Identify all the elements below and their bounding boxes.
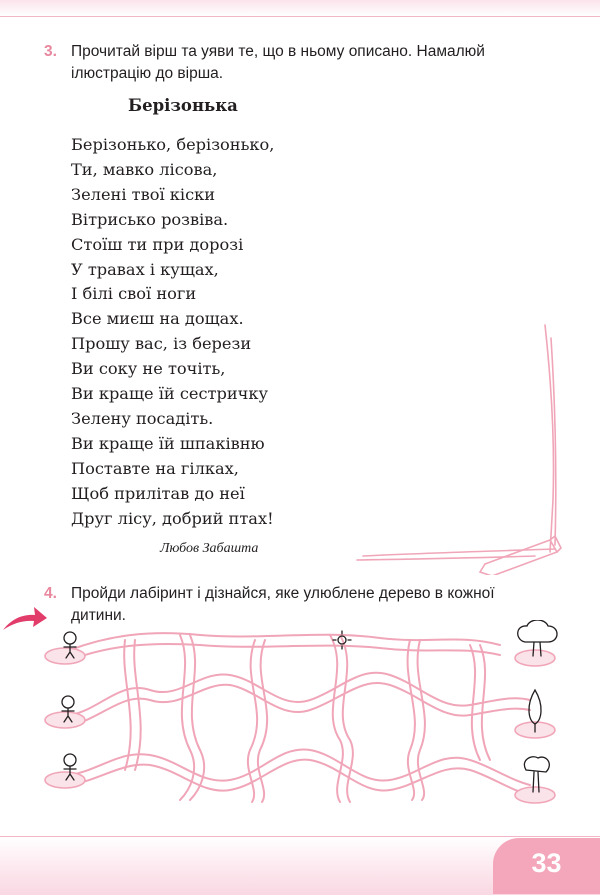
pencil-drawing-icon — [355, 320, 590, 575]
task-4-instruction: Пройди лабіринт і дізнайся, яке улюблене дерево в кожної дитини. — [71, 585, 495, 624]
poem-line: Все миєш на дощах. — [71, 309, 244, 329]
poem-line: Зелену посадіть. — [71, 408, 214, 428]
poem-line: Зелені твої кіски — [71, 184, 216, 204]
poem-line: Вітрисько розвіва. — [71, 209, 229, 229]
poem-line: У травах і кущах, — [71, 259, 219, 279]
poem-line: Прошу вас, із берези — [71, 334, 252, 354]
page-number-tab — [493, 838, 600, 894]
poem-line: Ви соку не точіть, — [71, 359, 226, 379]
poem-line: Стоїш ти при дорозі — [71, 234, 244, 254]
poem-body — [71, 133, 274, 532]
poem-line: І білі свої ноги — [71, 284, 197, 304]
poem-line: Щоб прилітав до неї — [71, 483, 245, 503]
poem-line: Ви краще їй шпаківню — [71, 433, 265, 453]
poem-author: Любов Забашта — [160, 541, 259, 556]
task-3 — [44, 41, 544, 85]
task-3-number: 3. — [44, 43, 57, 60]
task-4-number: 4. — [44, 585, 57, 602]
poem-line: Друг лісу, добрий птах! — [71, 508, 274, 528]
poem-title: Берізонька — [128, 96, 238, 115]
top-band — [0, 0, 600, 17]
maze[interactable] — [30, 620, 570, 810]
poem-line: Ви краще їй сестричку — [71, 384, 269, 404]
poem-line: Берізонько, берізонько, — [71, 135, 275, 154]
page-number: 33 — [531, 848, 562, 878]
poem-line: Ти, мавко лісова, — [71, 159, 218, 179]
poem-line: Поставте на гілках, — [71, 458, 239, 478]
task-3-instruction: Прочитай вірш та уяви те, що в ньому описано. Намалюй ілюстрацію до вірша. — [71, 43, 485, 82]
